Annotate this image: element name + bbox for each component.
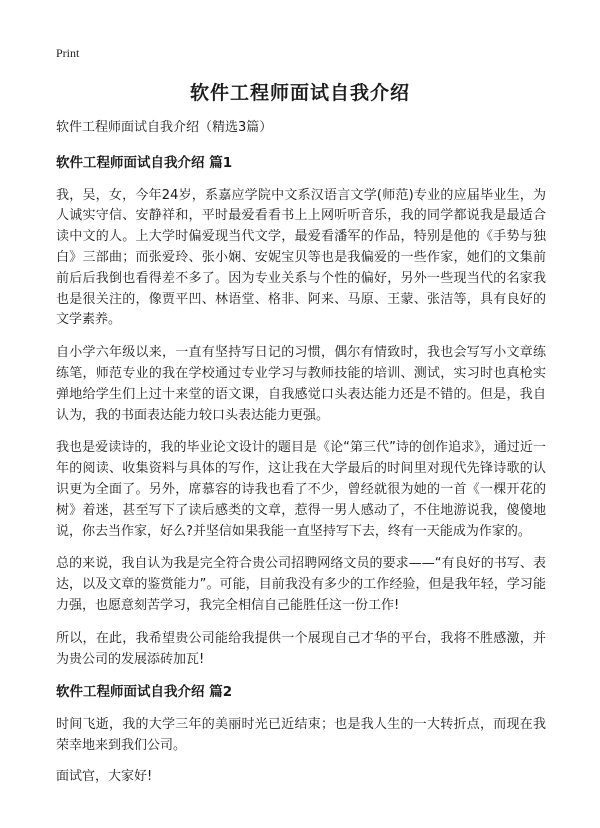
- paragraph: 总的来说，我自认为我是完全符合贵公司招聘网络文员的要求——“有良好的书写、表达，以及文章的鉴赏能力”。可能，目前我没有多少的工作经验，但是我年轻，学习能力强，也愿意刻苦学习，我完全相信自己能胜任这一份工作!: [56, 556, 546, 613]
- document-body: [56, 118, 546, 798]
- document-subtitle: 软件工程师面试自我介绍（精选3篇）: [56, 120, 273, 135]
- print-link[interactable]: Print: [56, 46, 80, 60]
- paragraph: 所以，在此，我希望贵公司能给我提供一个展现自己才华的平台，我将不胜感激，并为贵公司的发展添砖加瓦!: [56, 630, 546, 667]
- paragraph: 我也是爱读诗的，我的毕业论文设计的题目是《论“第三代”诗的创作追求》，通过近一年的阅读、收集资料与具体的写作，这让我在大学最后的时间里对现代先锋诗歌的认识更为全面了。另外，席慕容的诗我也看了不少，曾经就很为她的一首《一棵开花的树》着迷，甚至写下了读后感类的文章，惹得一男人感动了，不住地游说我，傻傻地说，你去当作家，好么?并坚信如果我能一直坚持写下去，终有一天能成为作家的。: [56, 440, 546, 539]
- section-heading: 软件工程师面试自我介绍 篇1: [56, 154, 233, 171]
- paragraph: 我，吴，女，今年24岁，系嘉应学院中文系汉语言文学(师范)专业的应届毕业生，为人诚实守信、安静祥和，平时最爱看看书上上网听听音乐，我的同学都说我是最适合读中文的人。上大学时偏爱现当代文学，最爱看潘军的作品，特别是他的《手势与独白》三部曲；而张爱玲、张小娴、安妮宝贝等也是我偏爱的一些作家，她们的文集前前后后我倒也看得差不多了。因为专业关系与个性的偏好，另外一些现当代的名家我也是很关注的，像贾平凹、林语堂、格非、阿来、马原、王蒙、张洁等，具有良好的文学素养。: [56, 187, 546, 328]
- paragraph: 时间飞逝，我的大学三年的美丽时光已近结束；也是我人生的一大转折点，而现在我荣幸地来到我们公司。: [56, 717, 546, 753]
- paragraph: 面试官，大家好!: [56, 768, 153, 784]
- section-heading: 软件工程师面试自我介绍 篇2: [56, 684, 233, 701]
- paragraph: 自小学六年级以来，一直有坚持写日记的习惯，偶尔有情致时，我也会写写小文章练练笔，师范专业的我在学校通过专业学习与教师技能的培训、测试，实习时也真枪实弹地给学生们上过十来堂的语文课，自我感觉口头表达能力还是不错的。但是，我自认为，我的书面表达能力较口头表达能力更强。: [56, 345, 546, 423]
- document-title: 软件工程师面试自我介绍: [189, 82, 410, 104]
